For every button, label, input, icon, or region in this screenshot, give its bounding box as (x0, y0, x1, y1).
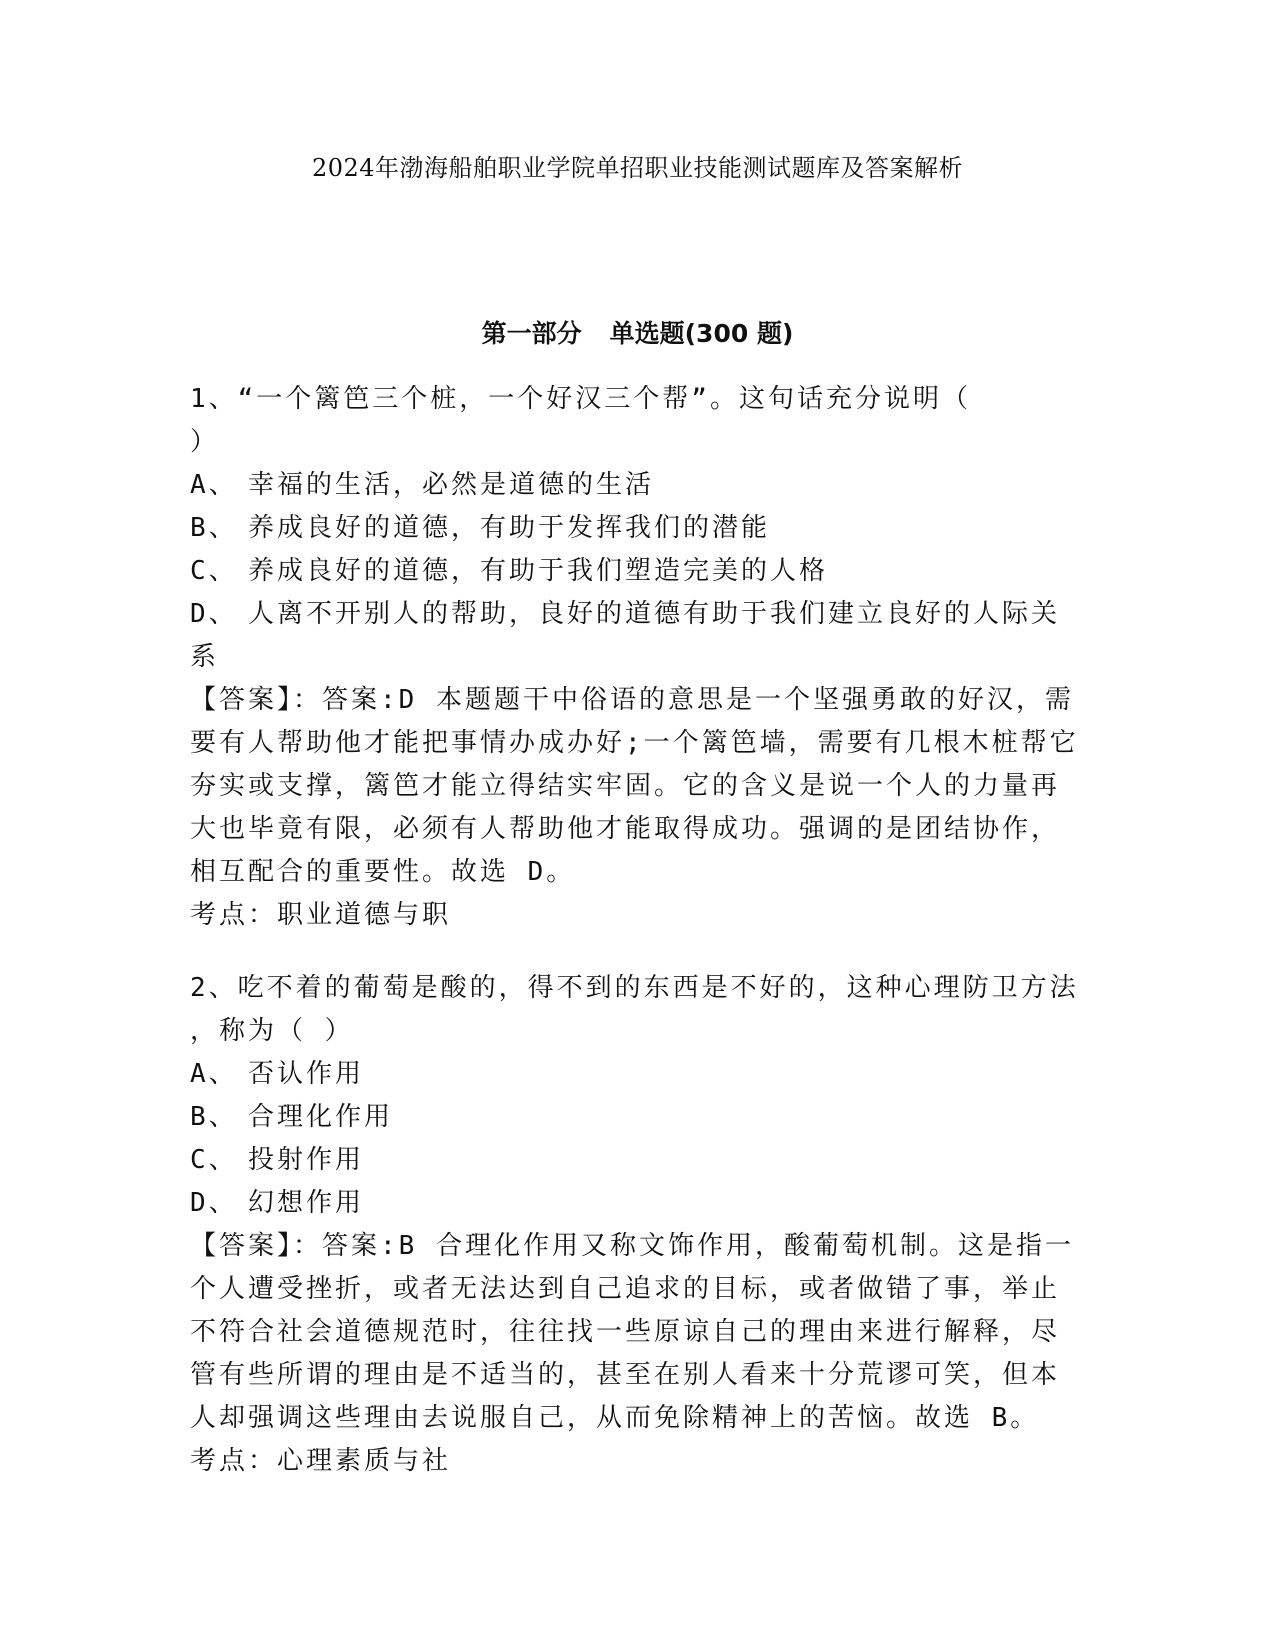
option-letter: B、 (190, 1102, 238, 1132)
question-stem-line: 2、吃不着的葡萄是酸的，得不到的东西是不好的，这种心理防卫方法 (190, 973, 1079, 1003)
option-text: 幻想作用 (248, 1188, 365, 1218)
answer-line: 个人遭受挫折，或者无法达到自己追求的目标，或者做错了事，举止 (190, 1274, 1061, 1304)
option-b (190, 1096, 1075, 1139)
option-letter: B、 (190, 513, 238, 543)
answer-line: 要有人帮助他才能把事情办成办好;一个篱笆墙，需要有几根木桩帮它 (190, 728, 1079, 758)
answer-line: 【答案】：答案:D 本题题干中俗语的意思是一个坚强勇敢的好汉，需 (190, 685, 1074, 715)
option-text: 幸福的生活，必然是道德的生活 (248, 470, 655, 500)
option-c (190, 1139, 1075, 1182)
answer-line: 人却强调这些理由去说服自己，从而免除精神上的苦恼。故选 B。 (190, 1403, 1040, 1433)
question-stem-line: ，称为（ ） (190, 1016, 354, 1046)
option-letter: D、 (190, 1188, 238, 1218)
option-a (190, 1053, 1075, 1096)
question-list (190, 378, 1079, 1483)
question-2 (190, 967, 1079, 1483)
answer-line: 【答案】：答案:B 合理化作用又称文饰作用，酸葡萄机制。这是指一 (190, 1231, 1074, 1261)
option-text: 养成良好的道德，有助于发挥我们的潜能 (248, 513, 771, 543)
option-text: 养成良好的道德，有助于我们塑造完美的人格 (248, 556, 829, 586)
answer-line: 夯实或支撑，篱笆才能立得结实牢固。它的含义是说一个人的力量再 (190, 771, 1061, 801)
question-1 (190, 378, 1079, 937)
option-letter: A、 (190, 470, 238, 500)
answer-line: 不符合社会道德规范时，往往找一些原谅自己的理由来进行解释，尽 (190, 1317, 1061, 1347)
option-text: 合理化作用 (248, 1102, 394, 1132)
option-text: 投射作用 (248, 1145, 365, 1175)
section-part: 第一部分 (481, 319, 582, 348)
option-text: 人离不开别人的帮助，良好的道德有助于我们建立良好的人际关 (248, 599, 1061, 629)
section-title (0, 314, 1275, 350)
option-letter: A、 (190, 1059, 238, 1089)
option-b (190, 507, 1075, 550)
option-c (190, 550, 1075, 593)
option-d (190, 1182, 1075, 1225)
option-a (190, 464, 1075, 507)
document-title: 2024年渤海船舶职业学院单招职业技能测试题库及答案解析 (311, 154, 964, 182)
option-letter: C、 (190, 1145, 238, 1175)
question-stem-line: 1、“一个篱笆三个桩，一个好汉三个帮”。这句话充分说明（ (190, 384, 971, 414)
option-letter: C、 (190, 556, 238, 586)
answer-line: 相互配合的重要性。故选 D。 (190, 857, 576, 887)
answer-line: 大也毕竟有限，必须有人帮助他才能取得成功。强调的是团结协作， (190, 814, 1061, 844)
kaodian: 考点：心理素质与社 (190, 1446, 452, 1476)
option-text: 否认作用 (248, 1059, 365, 1089)
option-d (190, 593, 1075, 636)
question-stem-line: ） (190, 427, 220, 457)
option-letter: D、 (190, 599, 238, 629)
kaodian: 考点：职业道德与职 (190, 900, 452, 930)
answer-line: 管有些所谓的理由是不适当的，甚至在别人看来十分荒谬可笑，但本 (190, 1360, 1061, 1390)
option-d-continued: 系 (190, 642, 220, 672)
section-name: 单选题(300 题) (609, 319, 794, 348)
